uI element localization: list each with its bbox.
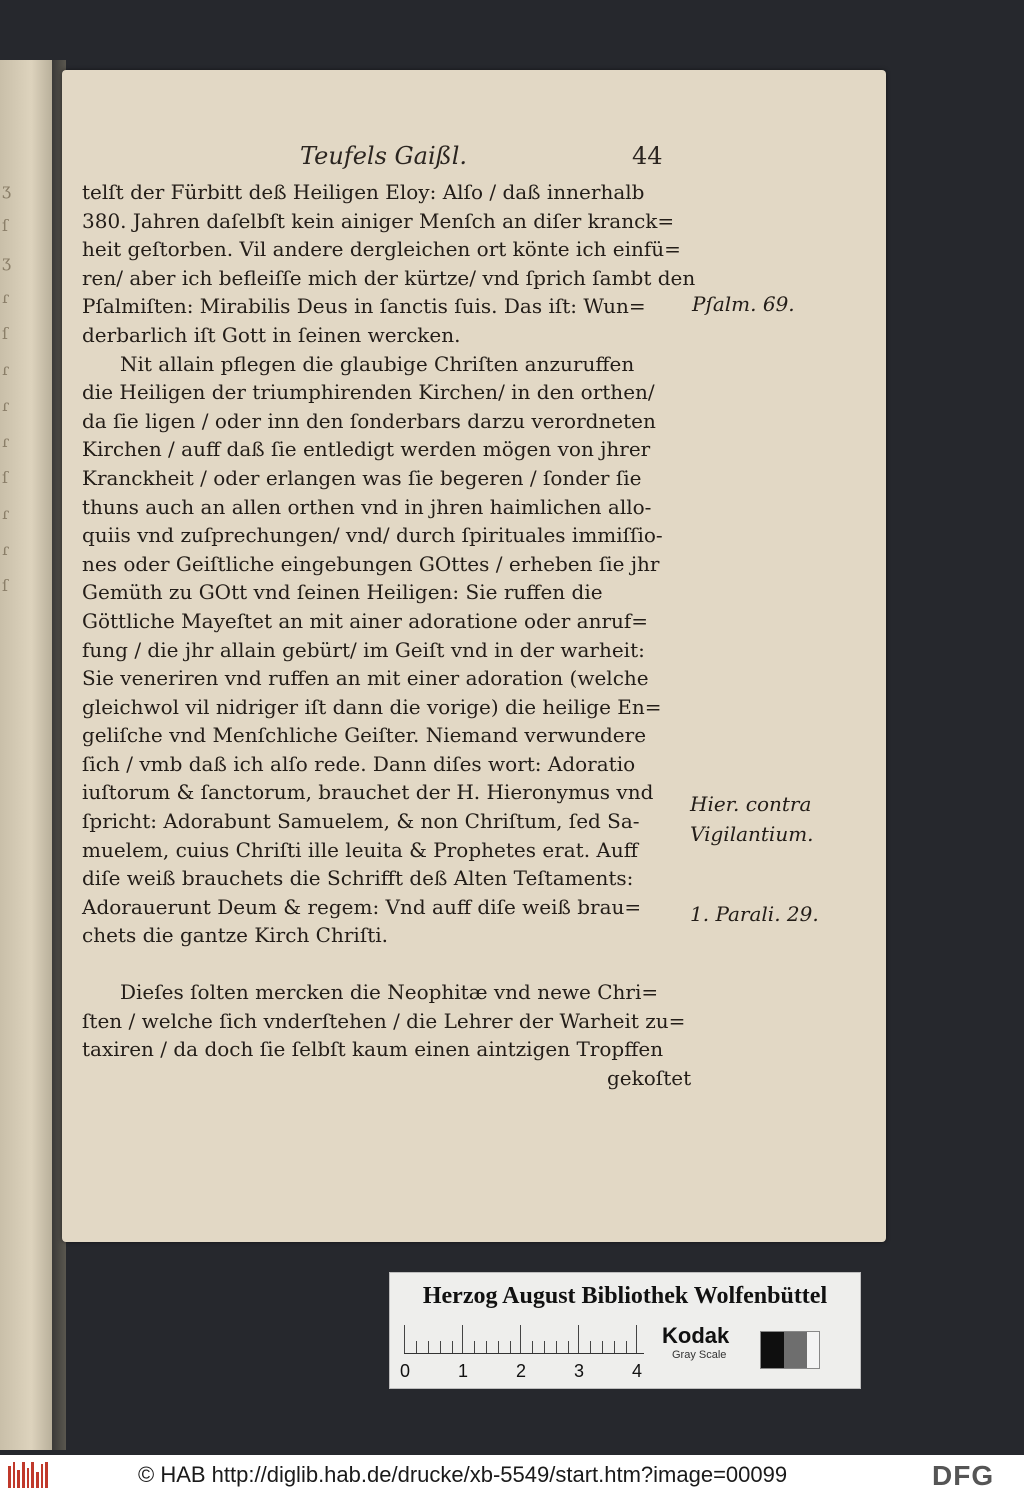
previous-page-fragments: ʒ ſ ʒ ɾ ſ ɾ ɾ ɾ ſ ɾ ɾ ſ xyxy=(2,180,12,595)
catchword: gekoſtet xyxy=(607,1065,692,1090)
text-line: derbarlich iſt Gott in ſeinen wercken. xyxy=(82,322,461,347)
scale-label: 0 xyxy=(400,1361,411,1381)
library-color-card xyxy=(389,1272,861,1389)
text-line: chets die gantze Kirch Chriſti. xyxy=(82,923,389,948)
text-line: thuns auch an allen orthen vnd in jhren haimlichen allo- xyxy=(82,494,652,519)
gray-scale-label: Gray Scale xyxy=(672,1349,727,1361)
text-line: Kranckheit / oder erlangen was ſie begeren / ſonder ſie xyxy=(82,465,642,490)
paragraph-gap xyxy=(82,950,692,978)
dfg-logo: DFG xyxy=(932,1460,995,1491)
text-line: Adorauerunt Deum & regem: Vnd auff diſe weiß brau= xyxy=(82,894,642,919)
text-line: ſpricht: Adorabunt Samuelem, & non Chriſtum, ſed Sa- xyxy=(82,809,640,834)
text-line: die Heiligen der triumphirenden Kirchen/ in den orthen/ xyxy=(82,380,655,405)
page-header xyxy=(62,142,886,182)
text-line: Sie veneriren vnd ruffen an mit einer adoration (welche xyxy=(82,666,649,691)
scale-label: 2 xyxy=(516,1361,527,1381)
source-url-link[interactable]: © HAB http://diglib.hab.de/drucke/xb-5549/start.htm?image=00099 xyxy=(138,1462,788,1487)
text-line: nes oder Geiſtliche eingebungen GOttes / erheben ſie jhr xyxy=(82,551,660,576)
text-line: ren/ aber ich befleiſſe mich der kürtze/ vnd ſprich ſambt den xyxy=(82,265,696,290)
running-title: Teufels Gaißl. xyxy=(300,142,468,170)
text-line: telſt der Fürbitt deß Heiligen Eloy: Alſo / daß innerhalb xyxy=(82,180,645,204)
scale-label: 1 xyxy=(458,1361,469,1381)
text-line: diſe weiß brauchets die Schrifft deß Alten Teſtaments: xyxy=(82,866,634,891)
barcode-logo-icon xyxy=(8,1462,48,1488)
text-line: taxiren / da doch ſie ſelbſt kaum einen aintzigen Tropffen xyxy=(82,1037,664,1062)
text-line: quiis vnd zuſprechungen/ vnd/ durch ſpirituales immiſſio- xyxy=(82,523,663,548)
text-line: Gemüth zu GOtt vnd ſeinen Heiligen: Sie ruffen die xyxy=(82,580,603,605)
text-line: Dieſes ſolten mercken die Neophitæ vnd newe Chri= xyxy=(120,980,659,1005)
margin-note-paralipomenon: 1. Parali. 29. xyxy=(690,902,819,926)
library-name: Herzog August Bibliothek Wolfenbüttel xyxy=(422,1283,828,1309)
text-line: ſich / vmb daß ich alſo rede. Dann diſes wort: Adoratio xyxy=(82,751,636,776)
book-page xyxy=(62,70,886,1242)
text-line: Kirchen / auff daß ſie entledigt werden mögen von jhrer xyxy=(82,437,651,462)
page-number: 44 xyxy=(632,142,663,170)
text-line: muelem, cuius Chriſti ille leuita & Prophetes erat. Auff xyxy=(82,837,638,862)
text-line: Pſalmiſten: Mirabilis Deus in ſanctis ſuis. Das iſt: Wun= xyxy=(82,294,646,319)
margin-note-psalm: Pſalm. 69. xyxy=(692,292,795,316)
kodak-brand: Kodak xyxy=(662,1323,730,1348)
text-line: heit geſtorben. Vil andere dergleichen ort könte ich einfü= xyxy=(82,237,681,262)
main-text xyxy=(82,178,696,1092)
text-line: geliſche vnd Menſchliche Geiſter. Niemand verwundere xyxy=(82,723,647,748)
text-line: da ſie ligen / oder inn den ſonderbars darzu verordneten xyxy=(82,408,656,433)
scale-ruler xyxy=(404,1325,644,1354)
text-line: Nit allain pflegen die glaubige Chriſten anzuruffen xyxy=(120,351,635,376)
text-line: Göttliche Mayeſtet an mit ainer adoratione oder anruf= xyxy=(82,608,649,633)
gray-scale-patches xyxy=(760,1331,820,1369)
text-line: gleichwol vil nidriger iſt dann die vorige) die heilige En= xyxy=(82,694,662,719)
scale-label: 3 xyxy=(574,1361,585,1381)
margin-note-hieronymus: Hier. contra xyxy=(690,792,812,816)
text-line: ſten / welche ſich vnderſtehen / die Lehrer der Warheit zu= xyxy=(82,1008,686,1033)
scale-label: 4 xyxy=(632,1361,643,1381)
text-line: 380. Jahren daſelbſt kein ainiger Menſch an diſer kranck= xyxy=(82,208,675,233)
previous-page-edge xyxy=(0,60,52,1450)
viewer-footer xyxy=(0,1455,1024,1496)
text-line: fung / die jhr allain gebürt/ im Geiſt vnd in der warheit: xyxy=(82,637,645,662)
margin-note-vigilantium: Vigilantium. xyxy=(690,822,814,846)
text-line: iuſtorum & ſanctorum, brauchet der H. Hieronymus vnd xyxy=(82,780,654,805)
